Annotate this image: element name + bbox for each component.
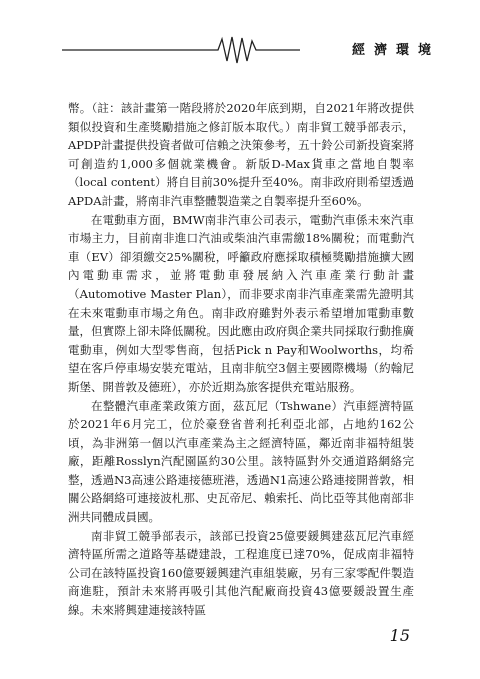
paragraph: 幣。（註：該計畫第一階段將於2020年底到期，自2021年將改提供類似投資和生產獎勵措施之修訂版本取代。）南非貿工競爭部表示，APDP計畫提供投資者做可信賴之決策參考，五十鈴公司新投資案將可創造約1,000多個就業機會。新版D-Max貨車之當地自製率（local content）將自目前30%提升至40%。南非政府則希望透過APDA計畫，將南非汽車整體製造業之自製率提升至60%。 <box>68 101 414 208</box>
paragraph: 在電動車方面，BMW南非汽車公司表示，電動汽車係未來汽車市場主力，目前南非進口汽油或柴油汽車需繳18%關稅；而電動汽車（EV）卻須繳交25%關稅，呼籲政府應採取積極獎勵措施擴大國內電動車需求，並將電動車發展納入汽車產業行動計畫（Automotive Master Plan），而非要求南非汽車產業需先證明其在未來電動車市場之角色。南非政府雖對外表示希望增加電動車數量，但實際上卻未降低關稅。因此應由政府與企業共同採取行動推廣電動車，例如大型零售商，包括Pick n Pay和Woolworths，均希望在客戶停車場安裝充電站，且南非航空3個主要國際機場（約翰尼斯堡、開普敦及德班），亦於近期為旅客提供充電站服務。 <box>68 212 414 394</box>
article-body <box>68 99 414 620</box>
page-header <box>0 30 480 70</box>
paragraph: 在整體汽車產業政策方面，茲瓦尼（Tshwane）汽車經濟特區於2021年6月完工，位於豪登省普利托利亞北部，占地約162公頃，為非洲第一個以汽車產業為主之經濟特區，鄰近南非福特組裝廠，距離Rosslyn汽配園區約30公里。該特區對外交通道路網絡完整，透過N3高速公路連接德班港，透過N1高速公路連接開普敦，相關公路網絡可連接波札那、史瓦帝尼、賴索托、尚比亞等其他南部非洲共同體成員國。 <box>68 398 414 525</box>
paragraph: 南非貿工競爭部表示，該部已投資25億要鍰興建茲瓦尼汽車經濟特區所需之道路等基礎建設，工程進度已達70%，促成南非福特公司在該特區投資160億要鍰興建汽車組裝廠，另有三家零配件製造商進駐，預計未來將再吸引其他汽配廠商投資43億要鍰設置生產線。未來將興建連接該特區 <box>68 528 414 618</box>
page-number: 15 <box>389 626 410 645</box>
section-title: 經濟環境 <box>351 43 440 58</box>
